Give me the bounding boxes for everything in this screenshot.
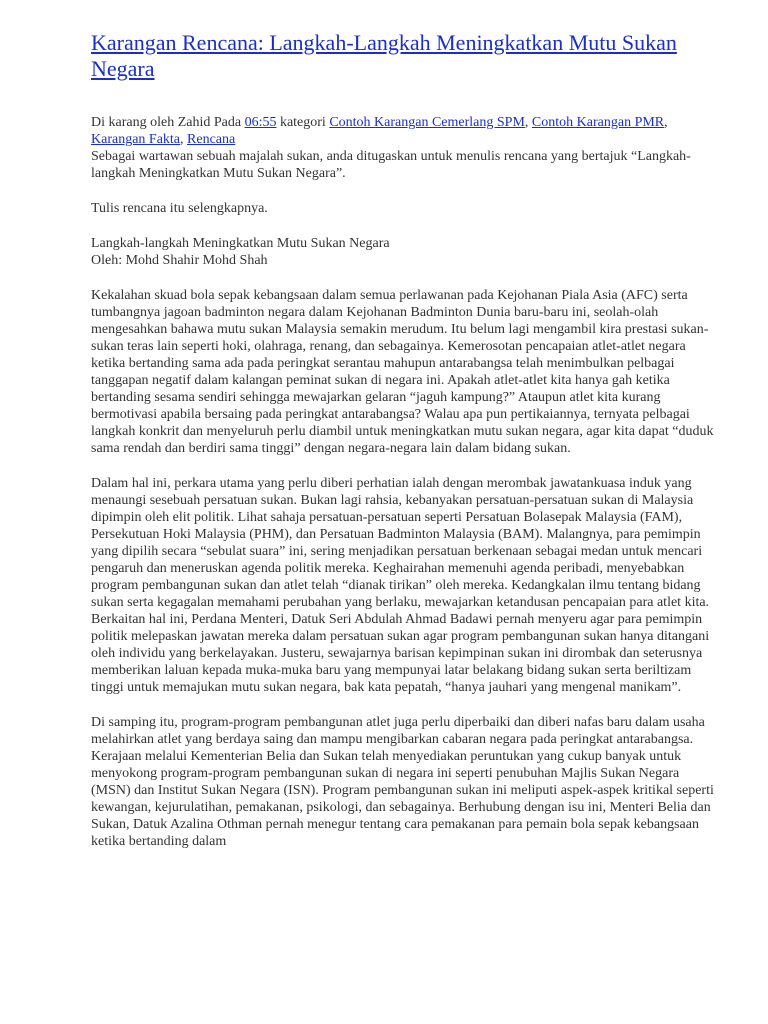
article-title-link[interactable]: Karangan Rencana: Langkah-Langkah Meningkatkan Mutu Sukan Negara: [91, 30, 677, 81]
meta-kategori-label: kategori: [276, 115, 330, 130]
body-paragraph-1: Kekalahan skuad bola sepak kebangsaan dalam semua perlawanan pada Kejohanan Piala Asia (AFC) serta tumbangnya jagoan badminton negara dalam Kejohanan Badminton Dunia baru-baru ini, seolah-olah mengesahkan bahawa mutu sukan Malaysia semakin merudum. Itu belum lagi mengambil kira prestasi sukan-sukan teras lain seperti hoki, olahraga, renang, dan sebagainya. Kemerosotan pencapaian atlet-atlet negara ketika bertanding sama ada pada peringkat serantau mahupun antarabangsa telah menimbulkan pelbagai tanggapan negatif dalam kalangan peminat sukan di negara ini. Apakah atlet-atlet kita hanya gah ketika bertanding sesama sendiri sehingga mewajarkan gelaran “jaguh kampung?” Ataupun atlet kita kurang bermotivasi apabila bersaing pada peringkat antarabangsa? Walau apa pun pertikaiannya, ternyata pelbagai langkah konkrit dan menyeluruh perlu diambil untuk meningkatkan mutu sukan negara, agar kita dapat “duduk sama rendah dan berdiri sama tinggi” dengan negara-negara lain dalam bidang sukan.: [91, 288, 714, 456]
instruction-paragraph: Tulis rencana itu selengkapnya.: [91, 201, 268, 216]
essay-heading: Langkah-langkah Meningkatkan Mutu Sukan Negara: [91, 236, 390, 251]
category-separator: ,: [180, 132, 188, 147]
category-link-rencana[interactable]: Rencana: [187, 132, 236, 147]
article-meta: [91, 114, 716, 148]
meta-time-link[interactable]: 06:55: [244, 115, 277, 130]
category-link-pmr[interactable]: Contoh Karangan PMR: [531, 115, 665, 130]
essay-author: Oleh: Mohd Shahir Mohd Shah: [91, 253, 268, 268]
category-link-spm[interactable]: Contoh Karangan Cemerlang SPM: [329, 115, 525, 130]
category-separator: ,: [524, 115, 532, 130]
category-link-fakta[interactable]: Karangan Fakta: [91, 132, 181, 147]
article-title: [91, 30, 716, 82]
body-paragraph-2: Dalam hal ini, perkara utama yang perlu diberi perhatian ialah dengan merombak jawatankuasa induk yang menaungi sesebuah persatuan sukan. Bukan lagi rahsia, kebanyakan persatuan-persatuan sukan di Malaysia dipimpin oleh elit politik. Lihat sahaja persatuan-persatuan seperti Persatuan Bolasepak Malaysia (FAM), Persekutuan Hoki Malaysia (PHM), dan Persatuan Badminton Malaysia (BAM). Malangnya, para pemimpin yang dipilih secara “sebulat suara” ini, sering menjadikan persatuan berkenaan sebagai medan untuk mencari pengaruh dan meneruskan agenda politik mereka. Keghairahan memenuhi agenda peribadi, menyebabkan program pembangunan sukan dan atlet telah “dianak tirikan” oleh mereka. Kedangkalan ilmu tentang bidang sukan serta kegagalan memahami perubahan yang berlaku, mewajarkan ketandusan pencapaian para atlet kita. Berkaitan hal ini, Perdana Menteri, Datuk Seri Abdulah Ahmad Badawi pernah menyeru agar para pemimpin politik melepaskan jawatan mereka dalam persatuan sukan agar program pembangunan sukan hanya ditangani oleh individu yang berkelayakan. Justeru, sewajarnya barisan kepimpinan sukan ini dirombak dan seterusnya memberikan laluan kepada muka-muka baru yang mempunyai latar belakang bidang sukan serta beriltizam tinggi untuk memajukan mutu sukan negara, bak kata pepatah, “hanya jauhari yang mengenal manikam”.: [91, 476, 710, 695]
category-separator: ,: [664, 115, 668, 130]
body-paragraph-3: Di samping itu, program-program pembangunan atlet juga perlu diperbaiki dan diberi nafas baru dalam usaha melahirkan atlet yang berdaya saing dan mampu mengibarkan cabaran negara pada peringkat antarabangsa. Kerajaan melalui Kementerian Belia dan Sukan telah menyediakan peruntukan yang cukup banyak untuk menyokong program-program pembangunan sukan di negara ini seperti penubuhan Majlis Sukan Negara (MSN) dan Institut Sukan Negara (ISN). Program pembangunan sukan ini meliputi aspek-aspek kritikal seperti kewangan, kejurulatihan, pemakanan, psikologi, dan sebagainya. Berhubung dengan isu ini, Menteri Belia dan Sukan, Datuk Azalina Othman pernah menegur tentang cara pemakanan para pemain bola sepak kebangsaan ketika bertanding dalam: [91, 715, 714, 849]
intro-paragraph: Sebagai wartawan sebuah majalah sukan, anda ditugaskan untuk menulis rencana yang bertajuk “Langkah-langkah Meningkatkan Mutu Sukan Negara”.: [91, 149, 691, 181]
meta-author-prefix: Di karang oleh Zahid Pada: [91, 115, 245, 130]
